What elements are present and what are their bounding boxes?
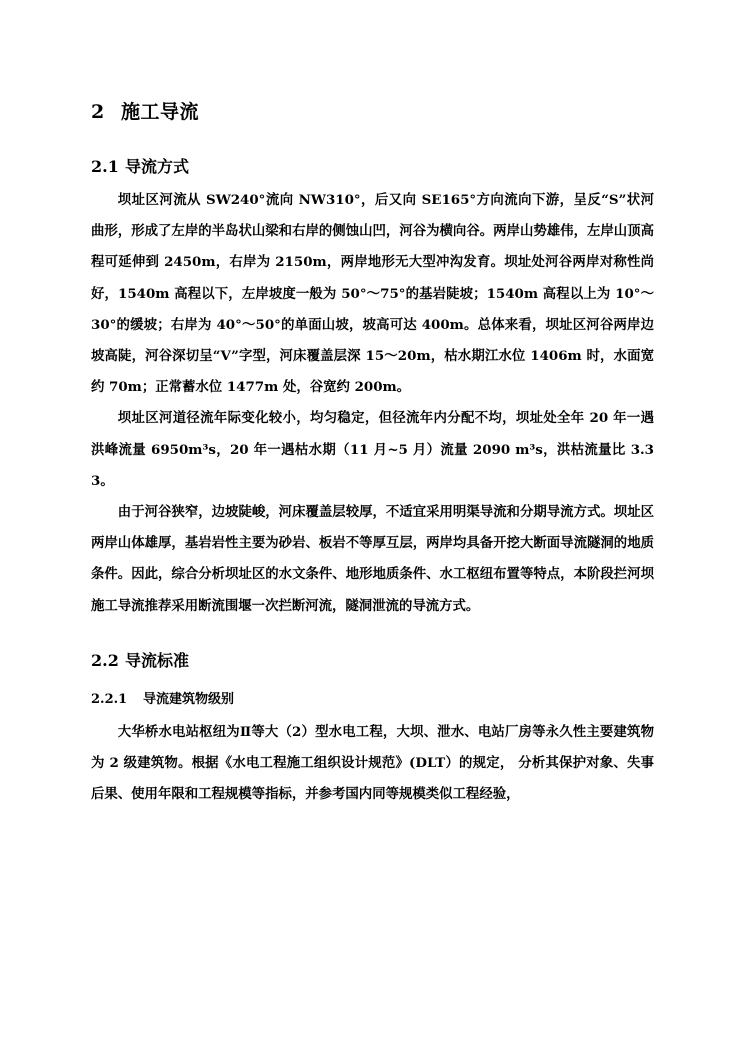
subsection-title: 导流方式 [125, 157, 190, 176]
body-paragraph: 坝址区河道径流年际变化较小，均匀稳定，但径流年内分配不均，坝址处全年 20 年一遇洪峰流量 6950m³s，20 年一遇枯水期（11 月~5 月）流量 2090 m³s，洪枯流量比 3.33。 [91, 410, 654, 489]
body-paragraph: 坝址区河流从 SW240°流向 NW310°，后又向 SE165°方向流向下游，呈反“S”状河曲形，形成了左岸的半岛状山梁和右岸的侧蚀山凹，河谷为横向谷。两岸山势雄伟，左岸山顶高程可延伸到 2450m，右岸为 2150m，两岸地形无大型冲沟发育。坝址处河谷两岸对称性尚好，1540m 高程以下，左岸坡度一般为 50°～75°的基岩陡坡；1540m 高程以上为 10°～30°的缓坡；右岸为 40°～50°的单面山坡，坡高可达 400m。总体来看，坝址区河谷两岸边坡高陡，河谷深切呈“V”字型，河床覆盖层深 15～20m，枯水期江水位 1406m 时，水面宽约 70m；正常蓄水位 1477m 处，谷宽约 200m。 [91, 192, 654, 396]
subsection-number: 2.2 [91, 650, 119, 670]
section-title: 施工导流 [121, 101, 200, 123]
body-paragraph: 由于河谷狭窄，边坡陡峻，河床覆盖层较厚，不适宜采用明渠导流和分期导流方式。坝址区两岸山体雄厚，基岩岩性主要为砂岩、板岩不等厚互层，两岸均具备开挖大断面导流隧洞的地质条件。因此，综合分析坝址区的水文条件、地形地质条件、水工枢纽布置等特点，本阶段拦河坝施工导流推荐采用断流围堰一次拦断河流，隧洞泄流的导流方式。 [91, 504, 654, 614]
subsubsection-number: 2.2.1 [91, 691, 128, 707]
subsubsection-heading-2-2-1 [91, 687, 654, 713]
subsection-heading-2-2 [91, 647, 654, 675]
section-heading [91, 96, 654, 128]
subsection-number: 2.1 [91, 157, 119, 176]
section-number: 2 [91, 101, 105, 123]
body-paragraph: 大华桥水电站枢纽为Ⅱ等大（2）型水电工程，大坝、泄水、电站厂房等永久性主要建筑物为 2 级建筑物。根据《水电工程施工组织设计规范》(DLT）的规定， 分析其保护对象、失事后果、使用年限和工程规模等指标，并参考国内同等规模类似工程经验， [91, 723, 654, 803]
subsection-title: 导流标准 [125, 650, 190, 670]
subsubsection-title: 导流建筑物级别 [143, 691, 235, 707]
subsection-heading-2-1 [91, 153, 654, 181]
